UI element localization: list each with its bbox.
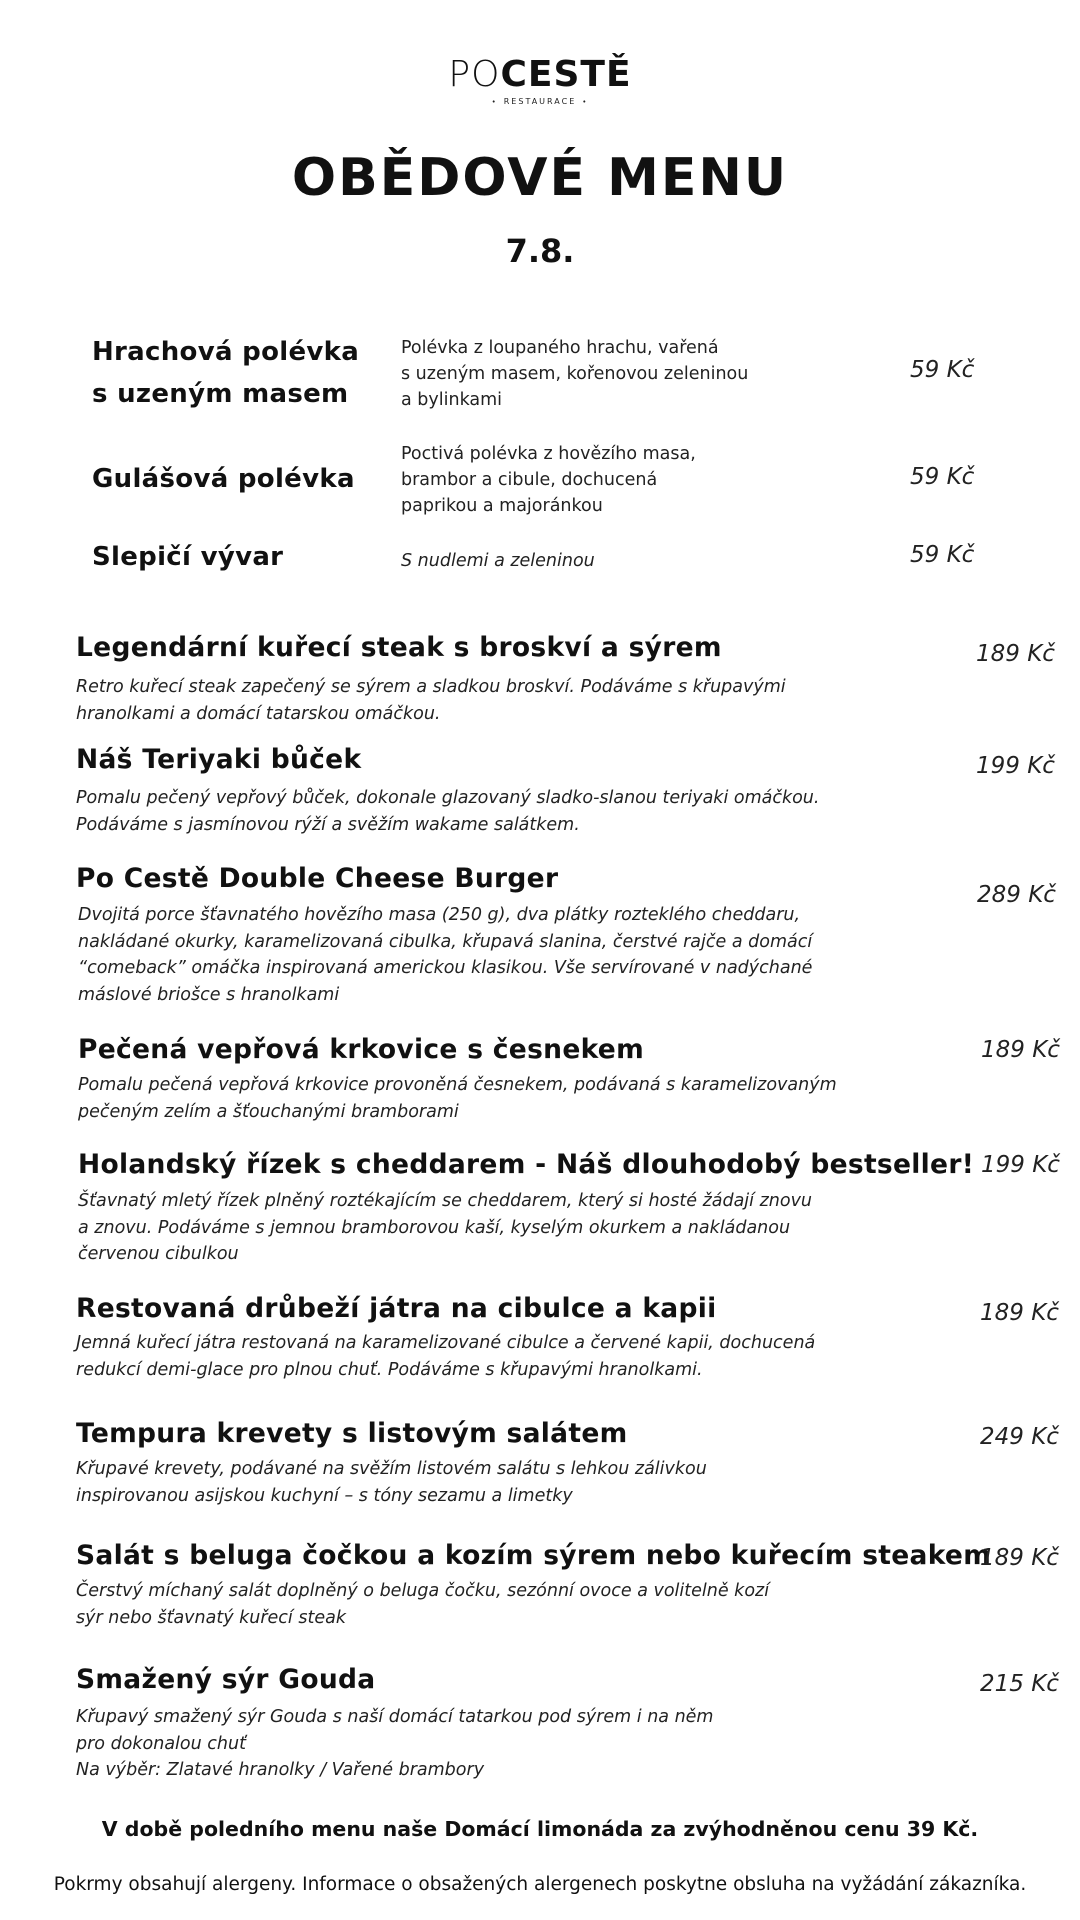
dish-name: Restovaná drůbeží játra na cibulce a kapii bbox=[76, 1293, 717, 1324]
dish-price: 199 Kč bbox=[981, 1152, 1060, 1178]
soup-desc-line: s uzeným masem, kořenovou zeleninou bbox=[401, 364, 749, 384]
soup-name-line: Hrachová polévka bbox=[92, 337, 360, 367]
dish-desc-line: nakládané okurky, karamelizovaná cibulka, křupavá slanina, čerstvé rajče a domácí bbox=[78, 931, 813, 952]
soup-price: 59 Kč bbox=[910, 464, 975, 490]
dish-name: Legendární kuřecí steak s broskví a sýrem bbox=[76, 632, 722, 663]
lemonade-promo: V době poledního menu naše Domácí limonáda za zvýhodněnou cenu 39 Kč. bbox=[101, 1817, 979, 1841]
dish-desc-line: pečeným zelím a šťouchanými bramborami bbox=[78, 1101, 459, 1122]
dish-desc-line: “comeback” omáčka inspirovaná americkou klasikou. Vše servírované v nadýchané bbox=[78, 958, 813, 978]
dish-description bbox=[78, 902, 938, 1008]
dish-desc-line: pro dokonalou chuť bbox=[76, 1733, 246, 1754]
allergen-notice: Pokrmy obsahují alergeny. Informace o obsažených alergenech poskytne obsluha na vyžádání zákazníka. bbox=[53, 1874, 1027, 1895]
dish-desc-line: hranolkami a domácí tatarskou omáčkou. bbox=[76, 703, 441, 724]
dish-desc-line: Křupavý smažený sýr Gouda s naší domácí tatarkou pod sýrem i na něm bbox=[76, 1707, 714, 1727]
dish-desc-line: a znovu. Podáváme s jemnou bramborovou kaší, kyselým okurkem a nakládanou bbox=[78, 1217, 791, 1238]
menu-date: 7.8. bbox=[505, 232, 575, 270]
logo-subtitle-text: RESTAURACE bbox=[503, 97, 577, 106]
dish-desc-line: červenou cibulkou bbox=[78, 1244, 239, 1264]
soup-description bbox=[401, 548, 801, 574]
logo-dot-left: • bbox=[491, 98, 498, 106]
soup-name bbox=[92, 536, 283, 578]
dish-desc-line: Dvojitá porce šťavnatého hovězího masa (250 g), dva plátky roztekléhо cheddaru, bbox=[78, 905, 801, 925]
dish-desc-line: Čerstvý míchaný salát doplněný o beluga čočku, sezónní ovoce a volitelně kozí bbox=[76, 1581, 770, 1601]
logo-subtitle bbox=[0, 97, 1080, 106]
dish-desc-line: Pomalu pečený vepřový bůček, dokonale glazovaný sladko-slanou teriyaki omáčkou. bbox=[76, 788, 820, 808]
dish-desc-line: Jemná kuřecí játra restovaná na karamelizované cibulce a červené kapii, dochucená bbox=[76, 1333, 816, 1353]
dish-description bbox=[76, 785, 936, 838]
dish-desc-line: máslové briošce s hranolkami bbox=[78, 984, 340, 1005]
dish-desc-line: Podáváme s jasmínovou rýží a svěžím wakame salátkem. bbox=[76, 814, 580, 835]
dish-price: 189 Kč bbox=[981, 1037, 1060, 1063]
soup-desc-line: paprikou a majoránkou bbox=[401, 496, 603, 516]
dish-desc-line: sýr nebo šťavnatý kuřecí steak bbox=[76, 1607, 346, 1628]
soup-desc-line: S nudlemi a zeleninou bbox=[401, 551, 595, 571]
logo-dot-right: • bbox=[582, 98, 589, 106]
dish-description bbox=[76, 674, 936, 727]
dish-name: Tempura krevety s listovým salátem bbox=[76, 1418, 628, 1449]
dish-description bbox=[76, 1578, 936, 1631]
dish-desc-line: inspirovanou asijskou kuchyní – s tóny sezamu a limetky bbox=[76, 1485, 573, 1506]
soup-name bbox=[92, 458, 355, 500]
soup-price: 59 Kč bbox=[910, 542, 975, 568]
logo-wordmark bbox=[0, 54, 1080, 95]
dish-price: 215 Kč bbox=[980, 1671, 1059, 1697]
dish-description bbox=[76, 1456, 936, 1509]
dish-desc-line: Pomalu pečená vepřová krkovice provoněná česnekem, podávaná s karamelizovaným bbox=[78, 1075, 837, 1095]
dish-desc-line: Šťavnatý mletý řízek plněný roztékajícím se cheddarem, který si hosté žádají znovu bbox=[78, 1191, 813, 1211]
dish-name: Holandský řízek s cheddarem - Náš dlouhodobý bestseller! bbox=[78, 1149, 975, 1180]
dish-name: Smažený sýr Gouda bbox=[76, 1664, 376, 1695]
soup-desc-line: brambor a cibule, dochucená bbox=[401, 470, 658, 490]
dish-price: 189 Kč bbox=[976, 641, 1055, 667]
soup-desc-line: a bylinkami bbox=[401, 390, 503, 410]
dish-desc-line: Na výběr: Zlatavé hranolky / Vařené brambory bbox=[76, 1760, 485, 1780]
dish-desc-line: Křupavé krevety, podávané na svěžím listovém salátu s lehkou zálivkou bbox=[76, 1459, 707, 1479]
soup-description bbox=[401, 335, 801, 413]
dish-desc-line: redukcí demi-glace pro plnou chuť. Podáváme s křupavými hranolkami. bbox=[76, 1359, 703, 1380]
dish-description bbox=[78, 1072, 938, 1125]
soup-price: 59 Kč bbox=[910, 357, 975, 383]
dish-desc-line: Retro kuřecí steak zapečený se sýrem a sladkou broskví. Podáváme s křupavými bbox=[76, 677, 786, 697]
soup-name-line: Gulášová polévka bbox=[92, 464, 355, 494]
logo-part-ceste: CESTĚ bbox=[500, 54, 632, 95]
dish-price: 189 Kč bbox=[980, 1300, 1059, 1326]
dish-name: Pečená vepřová krkovice s česnekem bbox=[78, 1034, 644, 1065]
soup-desc-line: Poctivá polévka z hovězího masa, bbox=[401, 444, 696, 464]
dish-name: Po Cestě Double Cheese Burger bbox=[76, 863, 559, 894]
dish-name: Náš Teriyaki bůček bbox=[76, 744, 362, 775]
menu-title: OBĚDOVÉ MENU bbox=[291, 148, 789, 208]
soup-description bbox=[401, 441, 801, 519]
soup-name-line: s uzeným masem bbox=[92, 379, 349, 409]
dish-description bbox=[76, 1330, 936, 1383]
restaurant-logo bbox=[0, 54, 1080, 106]
logo-part-po: PO bbox=[448, 54, 501, 95]
dish-price: 189 Kč bbox=[980, 1545, 1059, 1571]
soup-name-line: Slepičí vývar bbox=[92, 542, 284, 572]
dish-description bbox=[78, 1188, 938, 1268]
dish-name: Salát s beluga čočkou a kozím sýrem nebo kuřecím steakem bbox=[76, 1540, 992, 1571]
dish-price: 289 Kč bbox=[977, 882, 1056, 908]
soup-desc-line: Polévka z loupaného hrachu, vařená bbox=[401, 338, 719, 358]
dish-price: 199 Kč bbox=[976, 753, 1055, 779]
dish-price: 249 Kč bbox=[980, 1424, 1059, 1450]
dish-description bbox=[76, 1704, 936, 1784]
soup-name bbox=[92, 331, 359, 415]
